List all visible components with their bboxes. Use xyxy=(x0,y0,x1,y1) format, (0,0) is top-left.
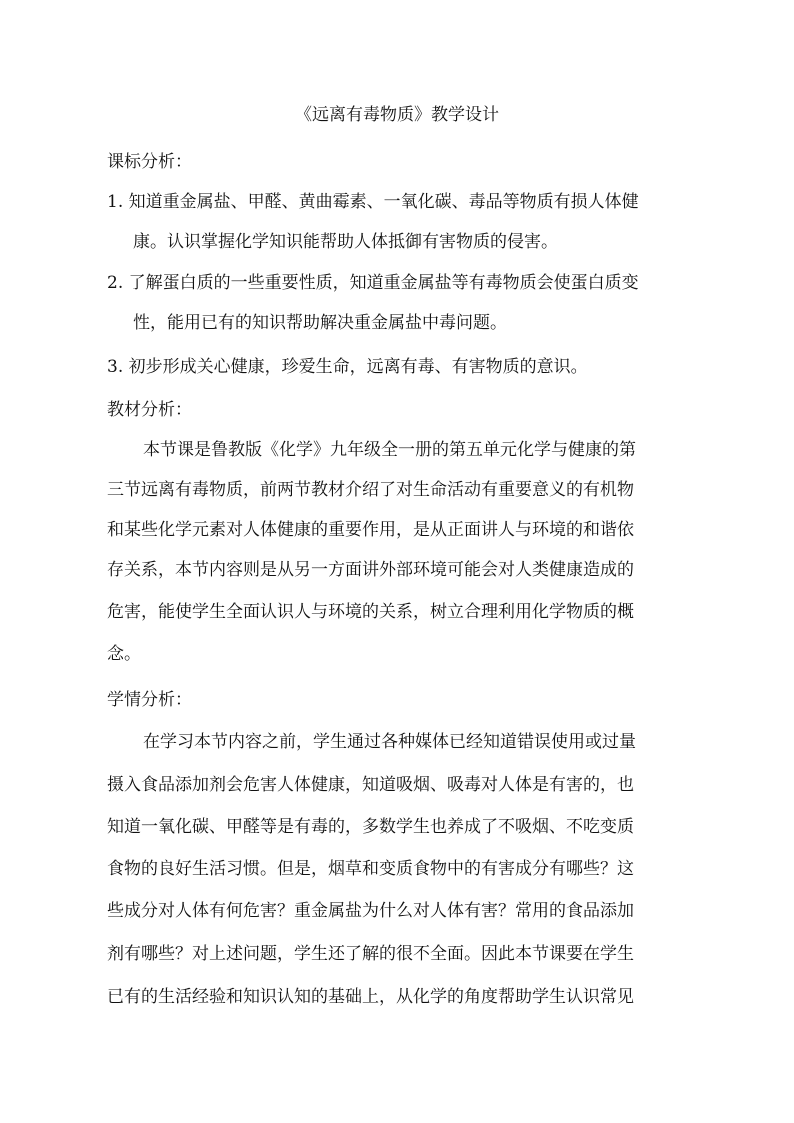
textbook-paragraph-line-3: 和某些化学元素对人体健康的重要作用，是从正面讲人与环境的和谐依 xyxy=(107,520,634,540)
section-heading-textbook: 教材分析： xyxy=(107,400,192,420)
textbook-paragraph-line-1: 本节课是鲁教版《化学》九年级全一册的第五单元化学与健康的第 xyxy=(143,440,636,460)
student-paragraph-line-4: 食物的良好生活习惯。但是，烟草和变质食物中的有害成分有哪些？这 xyxy=(107,859,634,879)
section-heading-student: 学情分析： xyxy=(107,690,192,710)
textbook-paragraph-line-6: 念。 xyxy=(107,644,141,664)
student-paragraph-line-7: 已有的生活经验和知识认知的基础上，从化学的角度帮助学生认识常见 xyxy=(107,987,634,1007)
student-paragraph-line-1: 在学习本节内容之前，学生通过各种媒体已经知道错误使用或过量 xyxy=(143,732,636,752)
student-paragraph-line-6: 剂有哪些？对上述问题，学生还了解的很不全面。因此本节课要在学生 xyxy=(107,944,634,964)
section-heading-curriculum: 课标分析： xyxy=(107,152,192,172)
curriculum-item-1-line-2: 康。认识掌握化学知识能帮助人体抵御有害物质的侵害。 xyxy=(133,232,558,252)
student-paragraph-line-3: 知道一氧化碳、甲醛等是有毒的，多数学生也养成了不吸烟、不吃变质 xyxy=(107,817,634,837)
curriculum-item-2-line-1: 2. 了解蛋白质的一些重要性质，知道重金属盐等有毒物质会使蛋白质变 xyxy=(107,273,639,293)
student-paragraph-line-2: 摄入食品添加剂会危害人体健康，知道吸烟、吸毒对人体是有害的，也 xyxy=(107,775,634,795)
document-title: 《远离有毒物质》教学设计 xyxy=(295,105,499,125)
student-paragraph-line-5: 些成分对人体有何危害？重金属盐为什么对人体有害？常用的食品添加 xyxy=(107,901,634,921)
textbook-paragraph-line-4: 存关系，本节内容则是从另一方面讲外部环境可能会对人类健康造成的 xyxy=(107,560,634,580)
textbook-paragraph-line-2: 三节远离有毒物质，前两节教材介绍了对生命活动有重要意义的有机物 xyxy=(107,480,634,500)
curriculum-item-3-line-1: 3. 初步形成关心健康，珍爱生命，远离有毒、有害物质的意识。 xyxy=(107,357,588,377)
textbook-paragraph-line-5: 危害，能使学生全面认识人与环境的关系，树立合理利用化学物质的概 xyxy=(107,602,634,622)
curriculum-item-1-line-1: 1. 知道重金属盐、甲醛、黄曲霉素、一氧化碳、毒品等物质有损人体健 xyxy=(107,192,639,212)
curriculum-item-2-line-2: 性，能用已有的知识帮助解决重金属盐中毒问题。 xyxy=(133,313,507,333)
